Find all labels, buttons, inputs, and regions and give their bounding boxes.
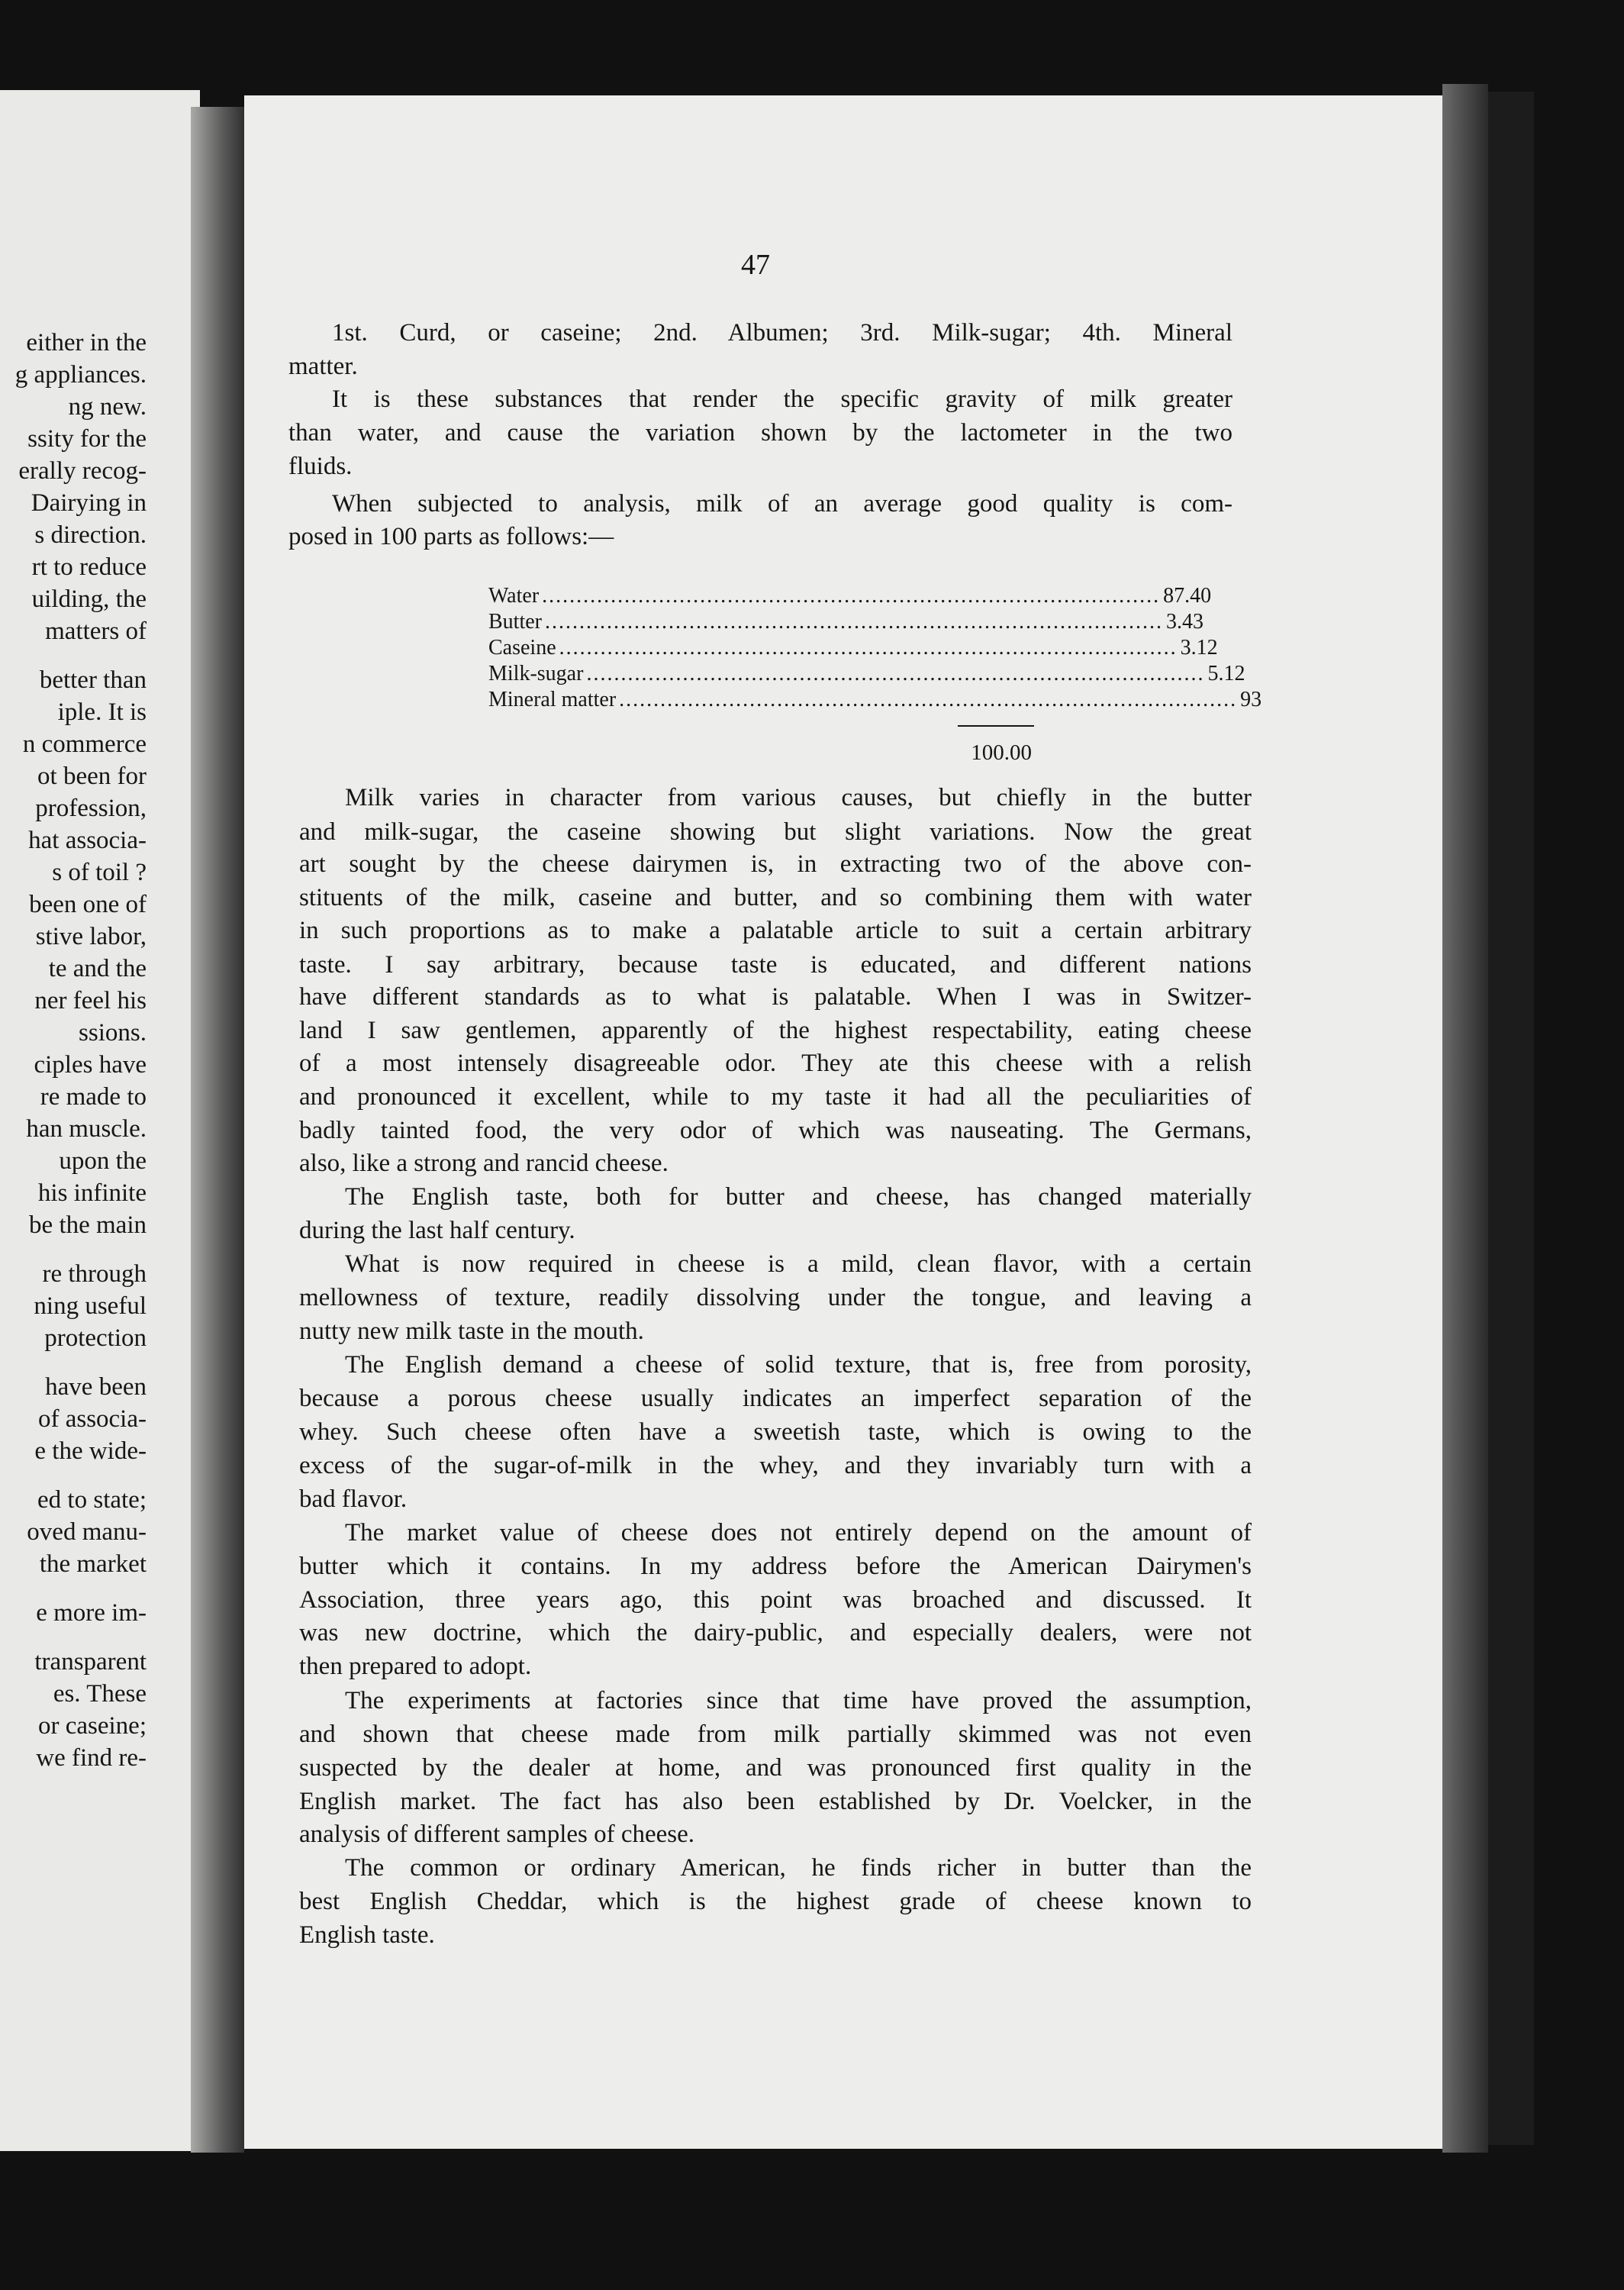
composition-value: 87.40	[1163, 584, 1212, 608]
left-page-line: e the wide-	[34, 1437, 147, 1465]
composition-label: Water	[488, 584, 540, 608]
left-page-spacer	[15, 1241, 147, 1258]
left-page-line: g appliances.	[14, 361, 147, 389]
composition-row	[488, 688, 1262, 714]
text-line: because a porous cheese usually indicates an imperfect separation of the	[299, 1385, 1252, 1412]
left-page-spacer	[15, 1467, 147, 1484]
left-page-line: re made to	[40, 1083, 147, 1111]
dot-leader: ..........................................................................................	[559, 636, 1178, 660]
left-page-line: rt to reduce	[31, 553, 147, 581]
composition-value: 3.43	[1166, 610, 1204, 634]
left-page-line: hat associa-	[28, 827, 147, 854]
left-page-line: better than	[39, 666, 147, 694]
composition-label: Mineral matter	[488, 688, 617, 711]
text-line: excess of the sugar-of-milk in the whey, and they invariably turn with a	[299, 1452, 1252, 1479]
text-line: suspected by the dealer at home, and was pronounced first quality in the	[299, 1754, 1252, 1782]
left-page-line: protection	[44, 1324, 147, 1352]
dot-leader: ..........................................................................................	[586, 662, 1205, 685]
text-line: have different standards as to what is palatable. When I was in Switzer-	[299, 983, 1252, 1011]
left-page-line: s of toil ?	[52, 859, 147, 886]
composition-total: 100.00	[971, 740, 1032, 765]
text-line: The market value of cheese does not entirely depend on the amount of	[345, 1519, 1252, 1547]
left-page-spacer	[15, 1580, 147, 1597]
text-line: Association, three years ago, this point was broached and discussed. It	[299, 1586, 1252, 1614]
left-page-line: e more im-	[36, 1599, 147, 1627]
text-line: The English taste, both for butter and cheese, has changed materially	[345, 1183, 1252, 1211]
left-page-line: ciples have	[34, 1051, 147, 1079]
text-line: also, like a strong and rancid cheese.	[299, 1150, 669, 1177]
left-page-line: be the main	[29, 1211, 147, 1239]
milk-composition-table	[488, 584, 1262, 714]
left-page-line: ng new.	[68, 393, 147, 421]
text-line: badly tainted food, the very odor of which was nauseating. The Germans,	[299, 1117, 1252, 1144]
text-line: butter which it contains. In my address before the American Dairymen's	[299, 1553, 1252, 1580]
left-page-line: the market	[39, 1550, 147, 1578]
composition-value: 93	[1240, 688, 1262, 711]
composition-label: Caseine	[488, 636, 556, 660]
text-line: matter.	[288, 353, 358, 380]
text-line: than water, and cause the variation shown by the lactometer in the two	[288, 419, 1232, 447]
left-page-line: we find re-	[36, 1744, 147, 1772]
left-page-spacer	[15, 1354, 147, 1371]
left-page-line: ed to state;	[37, 1486, 147, 1514]
text-line: of a most intensely disagreeable odor. They ate this cheese with a relish	[299, 1050, 1252, 1077]
text-line: The common or ordinary American, he finds richer in butter than the	[345, 1854, 1252, 1882]
text-line: in such proportions as to make a palatable article to suit a certain arbitrary	[299, 917, 1252, 944]
left-page-line: stive labor,	[35, 923, 147, 950]
composition-row	[488, 610, 1204, 636]
text-line: mellowness of texture, readily dissolving under the tongue, and leaving a	[299, 1284, 1252, 1311]
text-line: stituents of the milk, caseine and butter, and so combining them with water	[299, 884, 1252, 911]
page-number: 47	[741, 249, 770, 281]
text-line: Milk varies in character from various causes, but chiefly in the butter	[345, 784, 1252, 811]
text-line: and pronounced it excellent, while to my taste it had all the peculiarities of	[299, 1083, 1252, 1111]
text-line: fluids.	[288, 453, 353, 480]
text-line: 1st. Curd, or caseine; 2nd. Albumen; 3rd. Milk-sugar; 4th. Mineral	[332, 319, 1232, 347]
left-page-line: ning useful	[34, 1292, 147, 1320]
text-line: posed in 100 parts as follows:—	[288, 523, 614, 550]
left-page-line: Dairying in	[31, 489, 147, 517]
text-line: art sought by the cheese dairymen is, in extracting two of the above con-	[299, 850, 1252, 878]
left-page-line: matters of	[45, 618, 147, 645]
text-line: The English demand a cheese of solid texture, that is, free from porosity,	[345, 1351, 1252, 1379]
left-page-spacer	[15, 647, 147, 664]
total-rule	[958, 725, 1034, 727]
text-line: English market. The fact has also been established by Dr. Voelcker, in the	[299, 1788, 1252, 1815]
composition-row	[488, 662, 1245, 688]
composition-label: Butter	[488, 610, 542, 634]
text-line: nutty new milk taste in the mouth.	[299, 1318, 644, 1345]
text-line: land I saw gentlemen, apparently of the highest respectability, eating cheese	[299, 1017, 1252, 1044]
left-page-line: of associa-	[37, 1405, 147, 1433]
composition-value: 3.12	[1180, 636, 1218, 660]
text-line: The experiments at factories since that time have proved the assumption,	[345, 1687, 1252, 1714]
left-page-line: erally recog-	[18, 457, 147, 485]
text-line: It is these substances that render the specific gravity of milk greater	[332, 385, 1232, 413]
text-line: and shown that cheese made from milk partially skimmed was not even	[299, 1721, 1252, 1748]
left-page-line: n commerce	[22, 731, 147, 758]
left-page-line: han muscle.	[26, 1115, 147, 1143]
left-page-line: transparent	[34, 1648, 147, 1676]
left-page-line: upon the	[59, 1147, 147, 1175]
left-page-line: oved manu-	[27, 1518, 147, 1546]
left-page-line: been one of	[29, 891, 147, 918]
text-line: then prepared to adopt.	[299, 1653, 532, 1680]
left-page-line: have been	[45, 1373, 147, 1401]
text-line: and milk-sugar, the caseine showing but slight variations. Now the great	[299, 818, 1252, 846]
left-page-line: ssity for the	[27, 425, 147, 453]
text-line: best English Cheddar, which is the highest grade of cheese known to	[299, 1888, 1252, 1915]
text-line: What is now required in cheese is a mild, clean flavor, with a certain	[345, 1250, 1252, 1278]
composition-row	[488, 584, 1212, 610]
left-page-line: or caseine;	[37, 1712, 147, 1740]
left-page-line: te and the	[48, 955, 147, 982]
text-line: was new doctrine, which the dairy-public, and especially dealers, were not	[299, 1619, 1252, 1647]
dot-leader: ..........................................................................................	[545, 610, 1163, 634]
left-page-text	[15, 327, 147, 1774]
left-page-line: es. These	[53, 1680, 147, 1708]
left-page	[0, 90, 200, 2151]
left-page-line: ssions.	[79, 1019, 147, 1047]
left-page-line: re through	[42, 1260, 147, 1288]
composition-row	[488, 636, 1218, 662]
left-page-line: s direction.	[34, 521, 147, 549]
dot-leader: ..........................................................................................	[619, 688, 1238, 711]
text-line: taste. I say arbitrary, because taste is educated, and different nations	[299, 951, 1252, 979]
left-page-line: iple. It is	[57, 698, 147, 726]
text-line: analysis of different samples of cheese.	[299, 1821, 695, 1848]
dot-leader: ..........................................................................................	[542, 584, 1161, 608]
page-edge	[1442, 84, 1488, 2153]
left-page-line: ner feel his	[34, 987, 147, 1014]
left-page-line: ot been for	[37, 763, 147, 790]
left-page-line: profession,	[35, 795, 147, 822]
text-line: English taste.	[299, 1921, 435, 1949]
text-line: bad flavor.	[299, 1485, 408, 1513]
composition-value: 5.12	[1207, 662, 1245, 685]
text-line: When subjected to analysis, milk of an average good quality is com-	[332, 490, 1232, 518]
left-page-line: either in the	[26, 329, 147, 356]
left-page-line: uilding, the	[31, 585, 147, 613]
text-line: whey. Such cheese often have a sweetish taste, which is owing to the	[299, 1418, 1252, 1446]
composition-label: Milk-sugar	[488, 662, 584, 685]
book-edge	[1488, 92, 1534, 2145]
book-gutter	[191, 107, 244, 2153]
left-page-line: his infinite	[37, 1179, 147, 1207]
text-line: during the last half century.	[299, 1217, 575, 1244]
left-page-spacer	[15, 1629, 147, 1646]
